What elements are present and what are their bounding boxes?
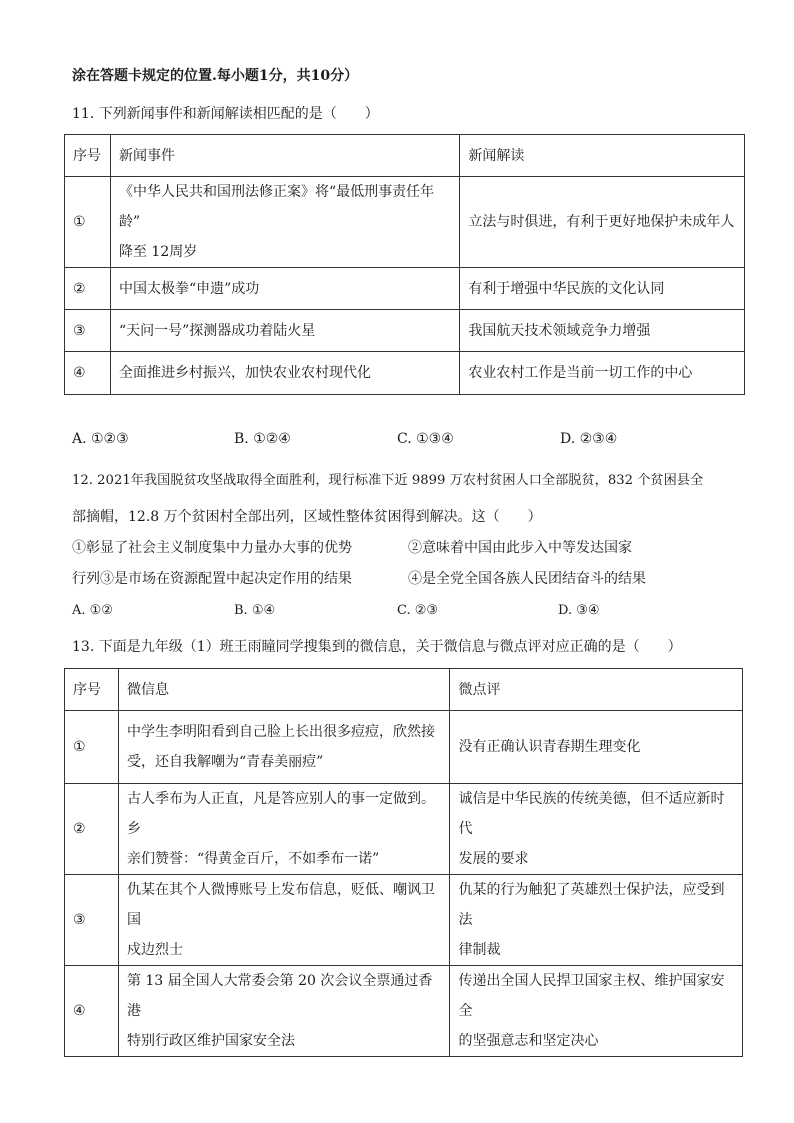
- option-a[interactable]: A. ①②③: [72, 431, 129, 447]
- cell-line: 仇某的行为触犯了英雄烈士保护法，应受到法: [458, 882, 725, 928]
- event-cell: “天问一号”探测器成功着陆火星: [110, 310, 459, 352]
- header-cell: 新闻事件: [110, 135, 459, 177]
- event-cell: 中国太极拳“申遗”成功: [110, 268, 459, 310]
- q12-statement-4: ④是全党全国各族人民团结奋斗的结果: [408, 571, 646, 587]
- option-d[interactable]: D. ②③④: [560, 431, 618, 447]
- event-cell: 全面推进乡村振兴，加快农业农村现代化: [110, 352, 459, 395]
- option-b[interactable]: B. ①②④: [234, 431, 291, 447]
- table-row: [65, 875, 743, 966]
- table-row: [65, 784, 743, 875]
- q11-stem: 11. 下列新闻事件和新闻解读相匹配的是（ ）: [72, 106, 379, 122]
- q12-stem-line2: 部摘帽，12.8 万个贫困村全部出列，区域性整体贫困得到解决。这（ ）: [72, 509, 542, 525]
- table-row: [65, 268, 745, 310]
- header-cell: 微信息: [118, 669, 450, 711]
- cell-line: 的坚强意志和坚定决心: [458, 1033, 599, 1049]
- cell-line: 传递出全国人民捍卫国家主权、维护国家安全: [458, 973, 725, 1019]
- cell-line: 戍边烈士: [126, 942, 183, 958]
- q13-table: [64, 668, 743, 1057]
- option-a[interactable]: A. ①②: [72, 603, 113, 618]
- table-header-row: [65, 669, 743, 711]
- option-b[interactable]: B. ①④: [234, 603, 276, 618]
- cell-line: 特别行政区维护国家安全法: [126, 1033, 295, 1049]
- cell-line: 律制裁: [458, 942, 501, 958]
- cell-line: 发展的要求: [458, 851, 529, 867]
- info-cell: [118, 875, 450, 966]
- table-row: [65, 310, 745, 352]
- header-cell: 微点评: [450, 669, 743, 711]
- row-number: ②: [65, 268, 111, 310]
- info-cell: [118, 711, 450, 784]
- header-cell: 序号: [65, 135, 111, 177]
- cell-line: 降至 12周岁: [118, 244, 198, 260]
- info-cell: [118, 784, 450, 875]
- comment-cell: [450, 784, 743, 875]
- row-number: ④: [65, 966, 119, 1057]
- q12-statement-2: ②意味着中国由此步入中等发达国家: [408, 540, 632, 556]
- info-cell: [118, 966, 450, 1057]
- reading-cell: 立法与时俱进，有利于更好地保护未成年人: [460, 177, 745, 268]
- row-number: ④: [65, 352, 111, 395]
- cell-line: 诚信是中华民族的传统美德，但不适应新时代: [458, 791, 725, 837]
- row-number: ③: [65, 875, 119, 966]
- option-c[interactable]: C. ②③: [397, 603, 439, 618]
- q12-stem-line1: 12. 2021年我国脱贫攻坚战取得全面胜利，现行标准下近 9899 万农村贫困人口全部脱贫，832 个贫困县全: [72, 473, 704, 488]
- q12-statement-3: 行列③是市场在资源配置中起决定作用的结果: [72, 571, 352, 587]
- table-row: [65, 966, 743, 1057]
- header-cell: 新闻解读: [460, 135, 745, 177]
- q12-statement-1: ①彰显了社会主义制度集中力量办大事的优势: [72, 540, 352, 556]
- cell-line: 受，还自我解嘲为“青春美丽痘”: [126, 754, 324, 770]
- reading-cell: 我国航天技术领域竞争力增强: [460, 310, 745, 352]
- cell-line: 亲们赞誉：“得黄金百斤，不如季布一诺”: [126, 851, 380, 867]
- cell-line: 《中华人民共和国刑法修正案》将“最低刑事责任年龄”: [118, 184, 435, 230]
- option-d[interactable]: D. ③④: [558, 603, 600, 618]
- event-cell: [110, 177, 459, 268]
- table-row: [65, 352, 745, 395]
- row-number: ③: [65, 310, 111, 352]
- q13-stem: 13. 下面是九年级（1）班王雨瞳同学搜集到的微信息，关于微信息与微点评对应正确的是（ ）: [72, 639, 682, 655]
- reading-cell: 农业农村工作是当前一切工作的中心: [460, 352, 745, 395]
- comment-cell: [450, 875, 743, 966]
- cell-line: 古人季布为人正直，凡是答应别人的事一定做到。乡: [126, 791, 435, 837]
- reading-cell: 有利于增强中华民族的文化认同: [460, 268, 745, 310]
- cell-line: 中学生李明阳看到自己脸上长出很多痘痘，欣然接: [126, 724, 435, 740]
- table-row: [65, 177, 745, 268]
- row-number: ②: [65, 784, 119, 875]
- row-number: ①: [65, 711, 119, 784]
- comment-cell: [450, 966, 743, 1057]
- comment-cell: 没有正确认识青春期生理变化: [450, 711, 743, 784]
- option-c[interactable]: C. ①③④: [397, 431, 454, 447]
- table-row: [65, 711, 743, 784]
- header-cell: 序号: [65, 669, 119, 711]
- q11-table: [64, 134, 745, 395]
- section-header: 涂在答题卡规定的位置.每小题1分，共10分）: [72, 68, 359, 84]
- row-number: ①: [65, 177, 111, 268]
- cell-line: 仇某在其个人微博账号上发布信息，贬低、嘲讽卫国: [126, 882, 435, 928]
- table-header-row: [65, 135, 745, 177]
- cell-line: 第 13 届全国人大常委会第 20 次会议全票通过香港: [126, 973, 433, 1019]
